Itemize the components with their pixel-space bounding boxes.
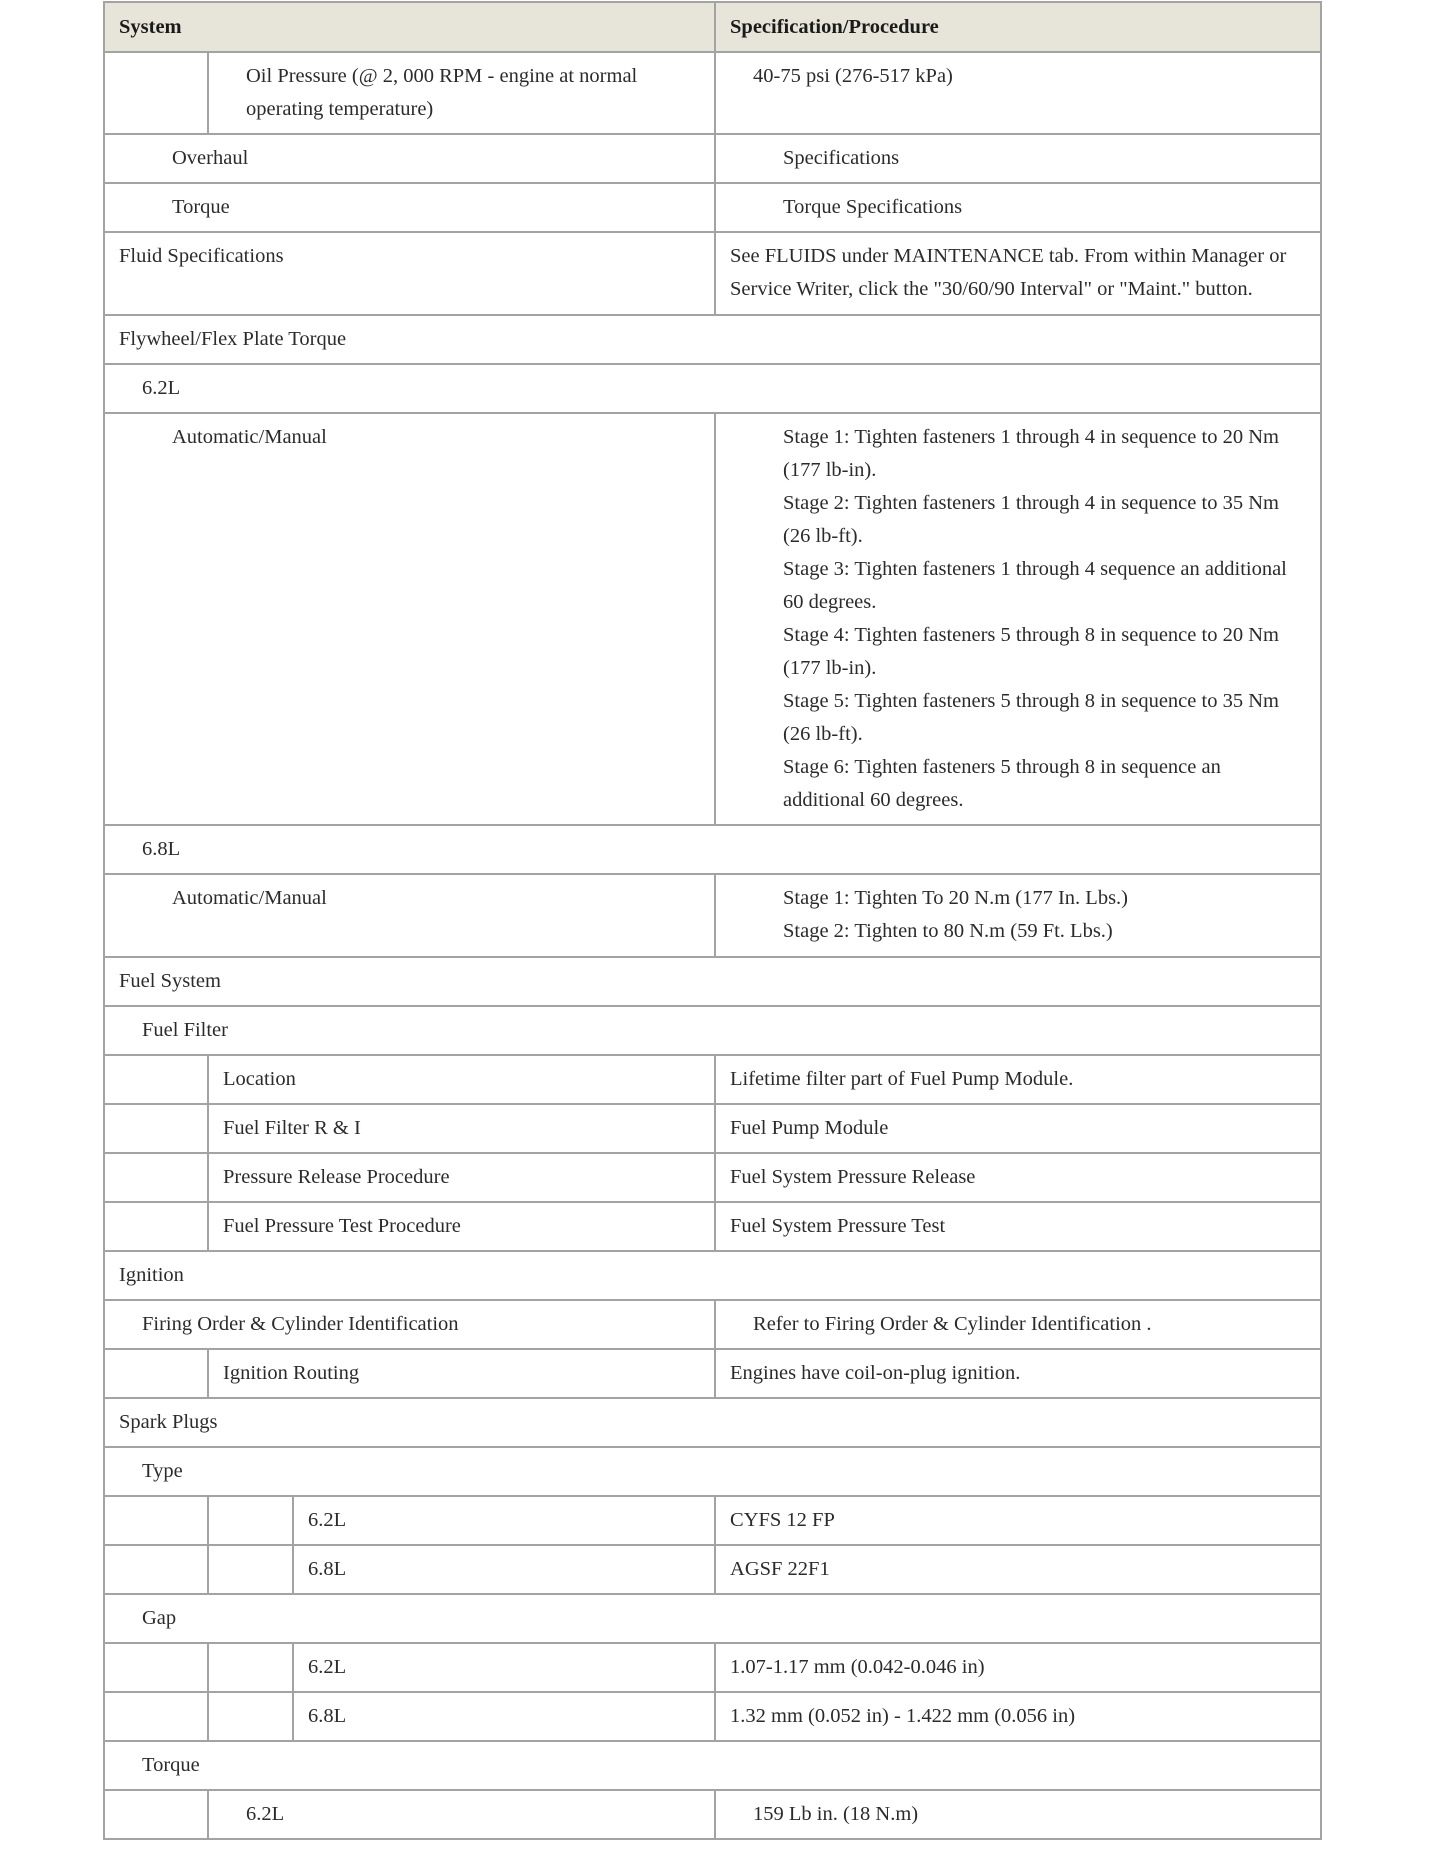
subsection-label: 6.8L <box>104 825 1321 874</box>
step-text: Stage 4: Tighten fasteners 5 through 8 in sequence to 20 Nm (177 lb-in). <box>783 624 1279 679</box>
table-row <box>104 52 1321 134</box>
section-row <box>104 957 1321 1006</box>
section-label: Ignition <box>104 1251 1321 1300</box>
table-row <box>104 1349 1321 1398</box>
section-label: Flywheel/Flex Plate Torque <box>104 315 1321 364</box>
section-label: Spark Plugs <box>104 1398 1321 1447</box>
subsection-row <box>104 1741 1321 1790</box>
subsection-label: Fuel Filter <box>104 1006 1321 1055</box>
indent-cell <box>208 1545 293 1594</box>
row-label: Oil Pressure (@ 2, 000 RPM - engine at normal operating temperature) <box>208 52 715 134</box>
spec-table <box>103 1 1322 1840</box>
subsection-row <box>104 364 1321 413</box>
row-value: See FLUIDS under MAINTENANCE tab. From within Manager or Service Writer, click the "30/60/90 Interval" or "Maint." button. <box>715 232 1321 315</box>
subsection-row <box>104 1447 1321 1496</box>
section-row <box>104 315 1321 364</box>
subsection-label: 6.2L <box>104 364 1321 413</box>
header-spec: Specification/Procedure <box>715 2 1321 52</box>
row-label: 6.8L <box>293 1545 715 1594</box>
row-value-steps <box>715 874 1321 957</box>
row-label: Automatic/Manual <box>104 413 715 825</box>
row-value-link[interactable]: Torque Specifications <box>715 183 1321 232</box>
row-label: Overhaul <box>104 134 715 183</box>
row-value: 159 Lb in. (18 N.m) <box>715 1790 1321 1839</box>
table-row <box>104 1496 1321 1545</box>
row-value: CYFS 12 FP <box>715 1496 1321 1545</box>
row-value-link[interactable]: Fuel Pump Module <box>715 1104 1321 1153</box>
table-row <box>104 1300 1321 1349</box>
indent-cell <box>208 1692 293 1741</box>
table-row <box>104 1055 1321 1104</box>
table-row <box>104 1790 1321 1839</box>
table-row <box>104 1643 1321 1692</box>
row-label: Ignition Routing <box>208 1349 715 1398</box>
table-row <box>104 1202 1321 1251</box>
indent-cell <box>208 1496 293 1545</box>
step-text: Stage 1: Tighten To 20 N.m (177 In. Lbs.) <box>783 887 1129 909</box>
step-text: Stage 6: Tighten fasteners 5 through 8 in sequence an additional 60 degrees. <box>783 756 1221 811</box>
section-row <box>104 1251 1321 1300</box>
header-row <box>104 2 1321 52</box>
table-row <box>104 874 1321 957</box>
table-row <box>104 134 1321 183</box>
table-row <box>104 232 1321 315</box>
indent-cell <box>104 1349 208 1398</box>
table-row <box>104 1104 1321 1153</box>
row-value-link[interactable]: Refer to Firing Order & Cylinder Identification . <box>715 1300 1321 1349</box>
row-label: Location <box>208 1055 715 1104</box>
row-value: 1.07-1.17 mm (0.042-0.046 in) <box>715 1643 1321 1692</box>
subsection-label: Torque <box>104 1741 1321 1790</box>
row-label: 6.2L <box>293 1643 715 1692</box>
indent-cell <box>104 1692 208 1741</box>
indent-cell <box>208 1643 293 1692</box>
table-row <box>104 1692 1321 1741</box>
indent-cell <box>104 1104 208 1153</box>
row-label: 6.2L <box>293 1496 715 1545</box>
indent-cell <box>104 1643 208 1692</box>
row-label: Firing Order & Cylinder Identification <box>104 1300 715 1349</box>
subsection-label: Type <box>104 1447 1321 1496</box>
indent-cell <box>104 1496 208 1545</box>
row-label: Fluid Specifications <box>104 232 715 315</box>
indent-cell <box>104 1545 208 1594</box>
row-label: Fuel Pressure Test Procedure <box>208 1202 715 1251</box>
indent-cell <box>104 1790 208 1839</box>
row-label: Automatic/Manual <box>104 874 715 957</box>
indent-cell <box>104 1055 208 1104</box>
row-value-link[interactable]: Fuel System Pressure Release <box>715 1153 1321 1202</box>
step-text: Stage 2: Tighten fasteners 1 through 4 in sequence to 35 Nm (26 lb-ft). <box>783 492 1279 547</box>
subsection-row <box>104 1594 1321 1643</box>
subsection-row <box>104 1006 1321 1055</box>
table-row <box>104 413 1321 825</box>
row-label: Pressure Release Procedure <box>208 1153 715 1202</box>
row-label: Torque <box>104 183 715 232</box>
row-value: AGSF 22F1 <box>715 1545 1321 1594</box>
subsection-label: Gap <box>104 1594 1321 1643</box>
row-value-steps <box>715 413 1321 825</box>
step-text: Stage 3: Tighten fasteners 1 through 4 sequence an additional 60 degrees. <box>783 558 1287 613</box>
table-row <box>104 1545 1321 1594</box>
step-text: Stage 5: Tighten fasteners 5 through 8 in sequence to 35 Nm (26 lb-ft). <box>783 690 1279 745</box>
row-value: Engines have coil-on-plug ignition. <box>715 1349 1321 1398</box>
indent-cell <box>104 1153 208 1202</box>
row-value: 1.32 mm (0.052 in) - 1.422 mm (0.056 in) <box>715 1692 1321 1741</box>
section-label: Fuel System <box>104 957 1321 1006</box>
section-row <box>104 1398 1321 1447</box>
row-value: Lifetime filter part of Fuel Pump Module. <box>715 1055 1321 1104</box>
table-row <box>104 1153 1321 1202</box>
row-label: 6.8L <box>293 1692 715 1741</box>
row-label: 6.2L <box>208 1790 715 1839</box>
row-value: 40-75 psi (276-517 kPa) <box>715 52 1321 134</box>
indent-cell <box>104 1202 208 1251</box>
table-row <box>104 183 1321 232</box>
header-system: System <box>104 2 715 52</box>
row-value-link[interactable]: Specifications <box>715 134 1321 183</box>
subsection-row <box>104 825 1321 874</box>
step-text: Stage 2: Tighten to 80 N.m (59 Ft. Lbs.) <box>783 920 1113 942</box>
indent-cell <box>104 52 208 134</box>
step-text: Stage 1: Tighten fasteners 1 through 4 in sequence to 20 Nm (177 lb-in). <box>783 426 1279 481</box>
row-value-link[interactable]: Fuel System Pressure Test <box>715 1202 1321 1251</box>
row-label: Fuel Filter R & I <box>208 1104 715 1153</box>
